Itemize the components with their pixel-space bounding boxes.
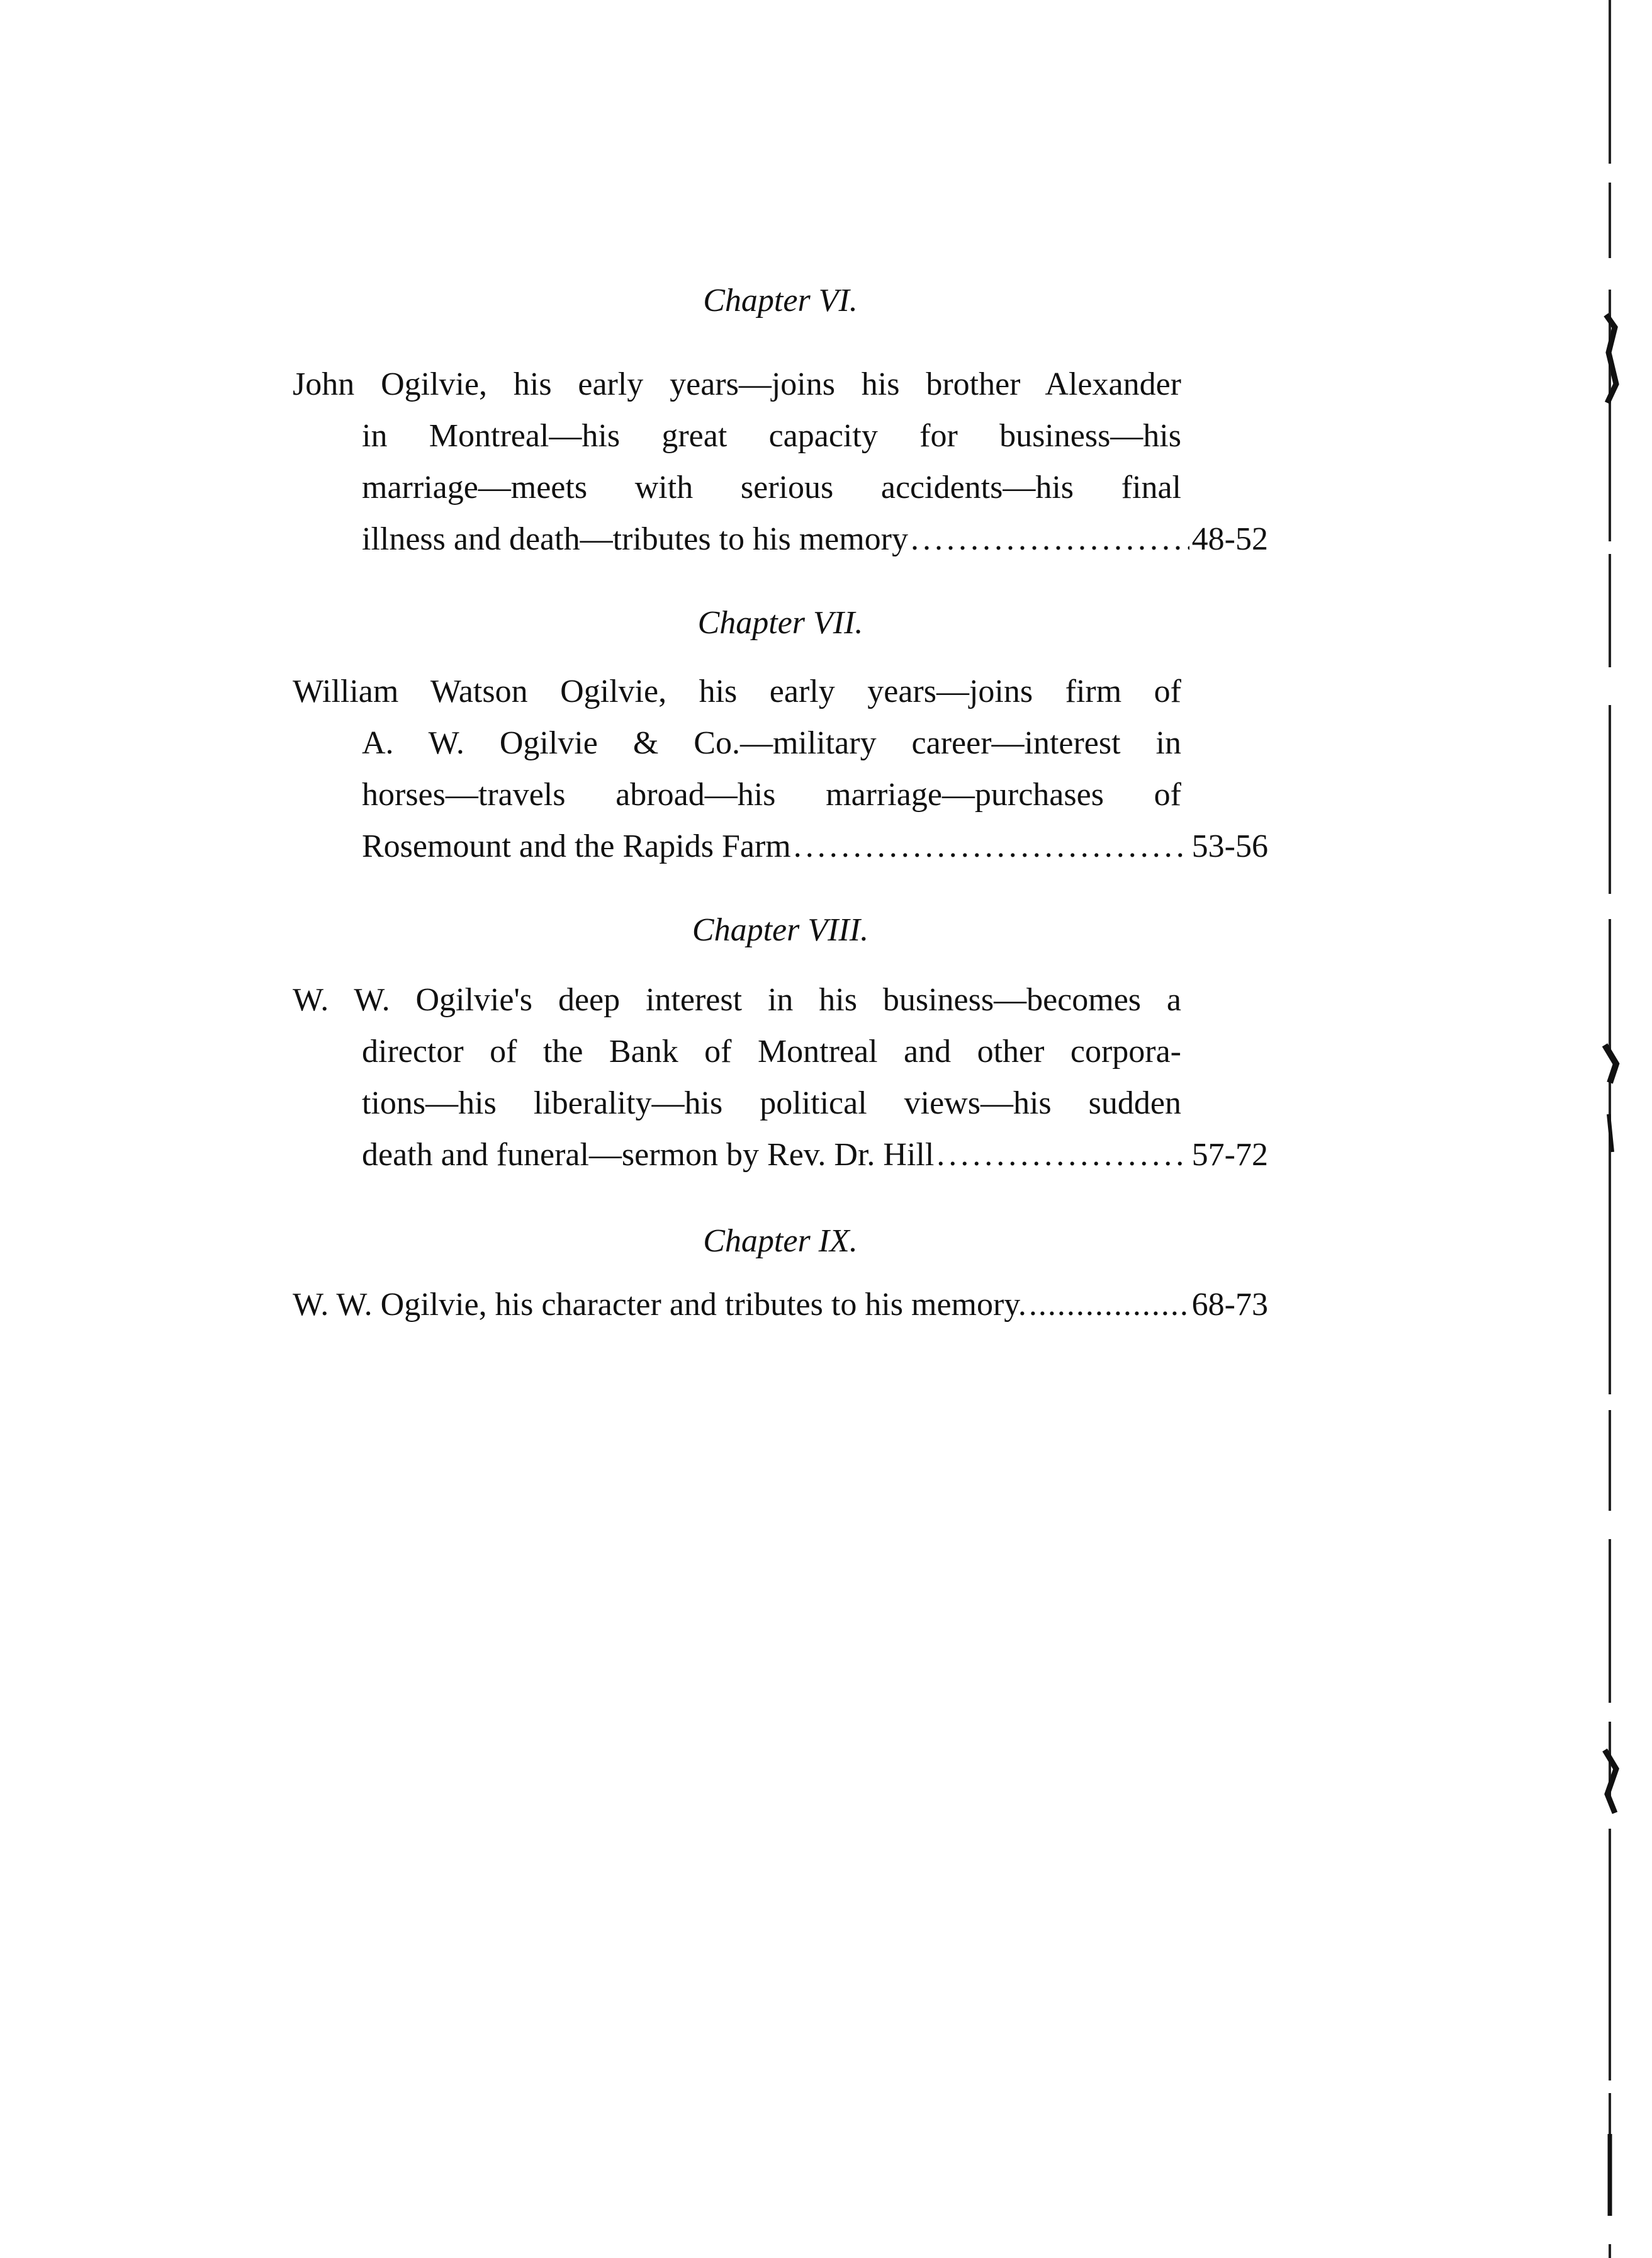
dot-leader: [794, 821, 1189, 872]
entry-line: director of the Bank of Montreal and other corpora-: [362, 1034, 1181, 1070]
entry-line: William Watson Ogilvie, his early years—joins firm of: [293, 674, 1181, 709]
dot-leader: [1029, 1279, 1189, 1331]
entry-line: Rosemount and the Rapids Farm: [362, 828, 791, 864]
page-range: 68-73: [1191, 1287, 1268, 1323]
page-range: 57-72: [1191, 1137, 1268, 1173]
entry-line: tions—his liberality—his political views—his sudden: [362, 1085, 1181, 1121]
chapter-heading: Chapter VII.: [697, 605, 863, 641]
entry-line: John Ogilvie, his early years—joins his brother Alexander: [293, 366, 1181, 402]
entry-line: illness and death—tributes to his memory: [362, 521, 908, 557]
entry-line: A. W. Ogilvie & Co.—military career—interest in: [362, 725, 1181, 761]
entry-line-with-pages: [362, 514, 1268, 565]
page-range: 48-52: [1191, 521, 1268, 557]
chapter-heading: Chapter VI.: [703, 283, 858, 319]
entry-line: in Montreal—his great capacity for business—his: [362, 418, 1181, 454]
entry-line-with-pages: [293, 1279, 1268, 1331]
entry-line: W. W. Ogilvie, his character and tributes to his memory.: [293, 1287, 1026, 1323]
page-range: 53-56: [1191, 828, 1268, 864]
entry-line: horses—travels abroad—his marriage—purchases of: [362, 777, 1181, 813]
entry-line: marriage—meets with serious accidents—his final: [362, 470, 1181, 505]
scan-edge-artifact: [1597, 0, 1622, 2258]
dot-leader: [911, 514, 1189, 565]
entry-line-with-pages: [362, 1129, 1268, 1181]
dot-leader: [936, 1129, 1189, 1181]
entry-line: death and funeral—sermon by Rev. Dr. Hill: [362, 1137, 935, 1173]
entry-line-with-pages: [362, 821, 1268, 872]
entry-line: W. W. Ogilvie's deep interest in his business—becomes a: [293, 982, 1181, 1018]
chapter-heading: Chapter IX.: [703, 1223, 858, 1259]
chapter-heading: Chapter VIII.: [692, 912, 869, 948]
